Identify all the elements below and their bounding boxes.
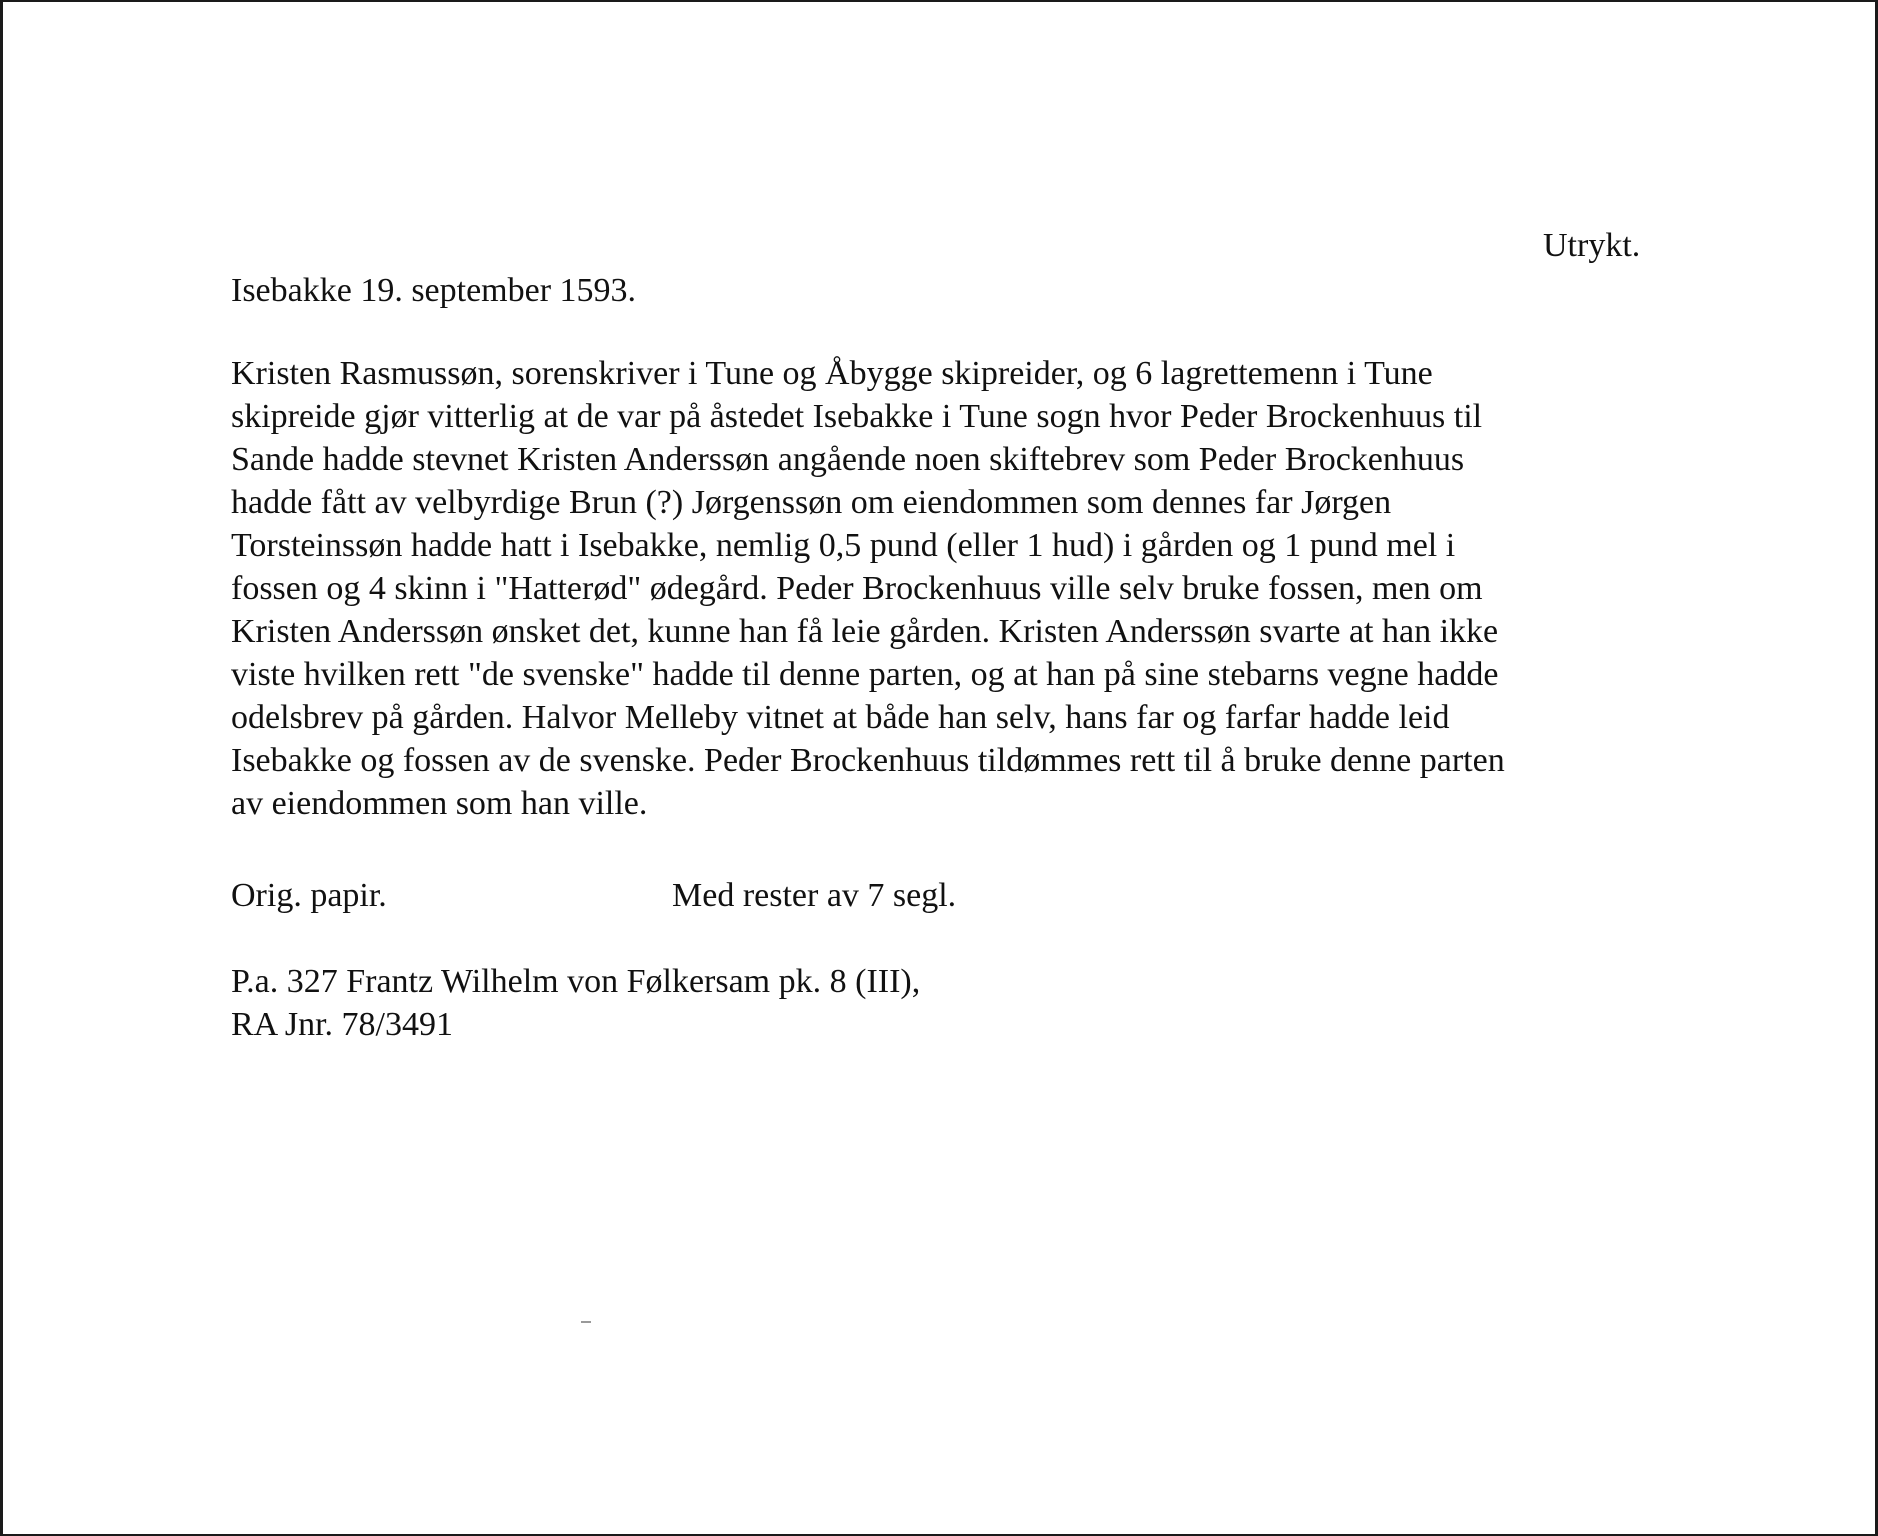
summary-line: Torsteinssøn hadde hatt i Isebakke, nemlig 0,5 pund (eller 1 hud) i gården og 1 pund mel i bbox=[231, 527, 1456, 564]
journal-number: RA Jnr. 78/3491 bbox=[231, 1006, 453, 1043]
summary-line: hadde fått av velbyrdige Brun (?) Jørgenssøn om eiendommen som dennes far Jørgen bbox=[231, 484, 1392, 521]
summary-line: Isebakke og fossen av de svenske. Peder Brockenhuus tildømmes rett til å bruke denne parten bbox=[231, 742, 1505, 779]
summary-line: Kristen Rasmussøn, sorenskriver i Tune og Åbygge skipreider, og 6 lagrettemenn i Tune bbox=[231, 355, 1433, 392]
scan-speck bbox=[581, 1321, 591, 1323]
summary-line: Kristen Anderssøn ønsket det, kunne han få leie gården. Kristen Anderssøn svarte at han ikke bbox=[231, 613, 1499, 650]
summary-line: Sande hadde stevnet Kristen Anderssøn angående noen skiftebrev som Peder Brockenhuus bbox=[231, 441, 1465, 478]
archive-reference: P.a. 327 Frantz Wilhelm von Følkersam pk. 8 (III), bbox=[231, 963, 921, 1000]
summary-line: skipreide gjør vitterlig at de var på åstedet Isebakke i Tune sogn hvor Peder Brockenhuus til bbox=[231, 398, 1483, 435]
print-status: Utrykt. bbox=[1543, 227, 1641, 264]
seal-note: Med rester av 7 segl. bbox=[672, 877, 957, 914]
place-date-heading: Isebakke 19. september 1593. bbox=[231, 272, 637, 309]
summary-line: odelsbrev på gården. Halvor Melleby vitnet at både han selv, hans far og farfar hadde leid bbox=[231, 699, 1450, 736]
summary-line: av eiendommen som han ville. bbox=[231, 785, 648, 822]
original-format-note: Orig. papir. bbox=[231, 877, 387, 914]
summary-line: fossen og 4 skinn i "Hatterød" ødegård. Peder Brockenhuus ville selv bruke fossen, men om bbox=[231, 570, 1483, 607]
summary-line: viste hvilken rett "de svenske" hadde til denne parten, og at han på sine stebarns vegne hadde bbox=[231, 656, 1499, 693]
